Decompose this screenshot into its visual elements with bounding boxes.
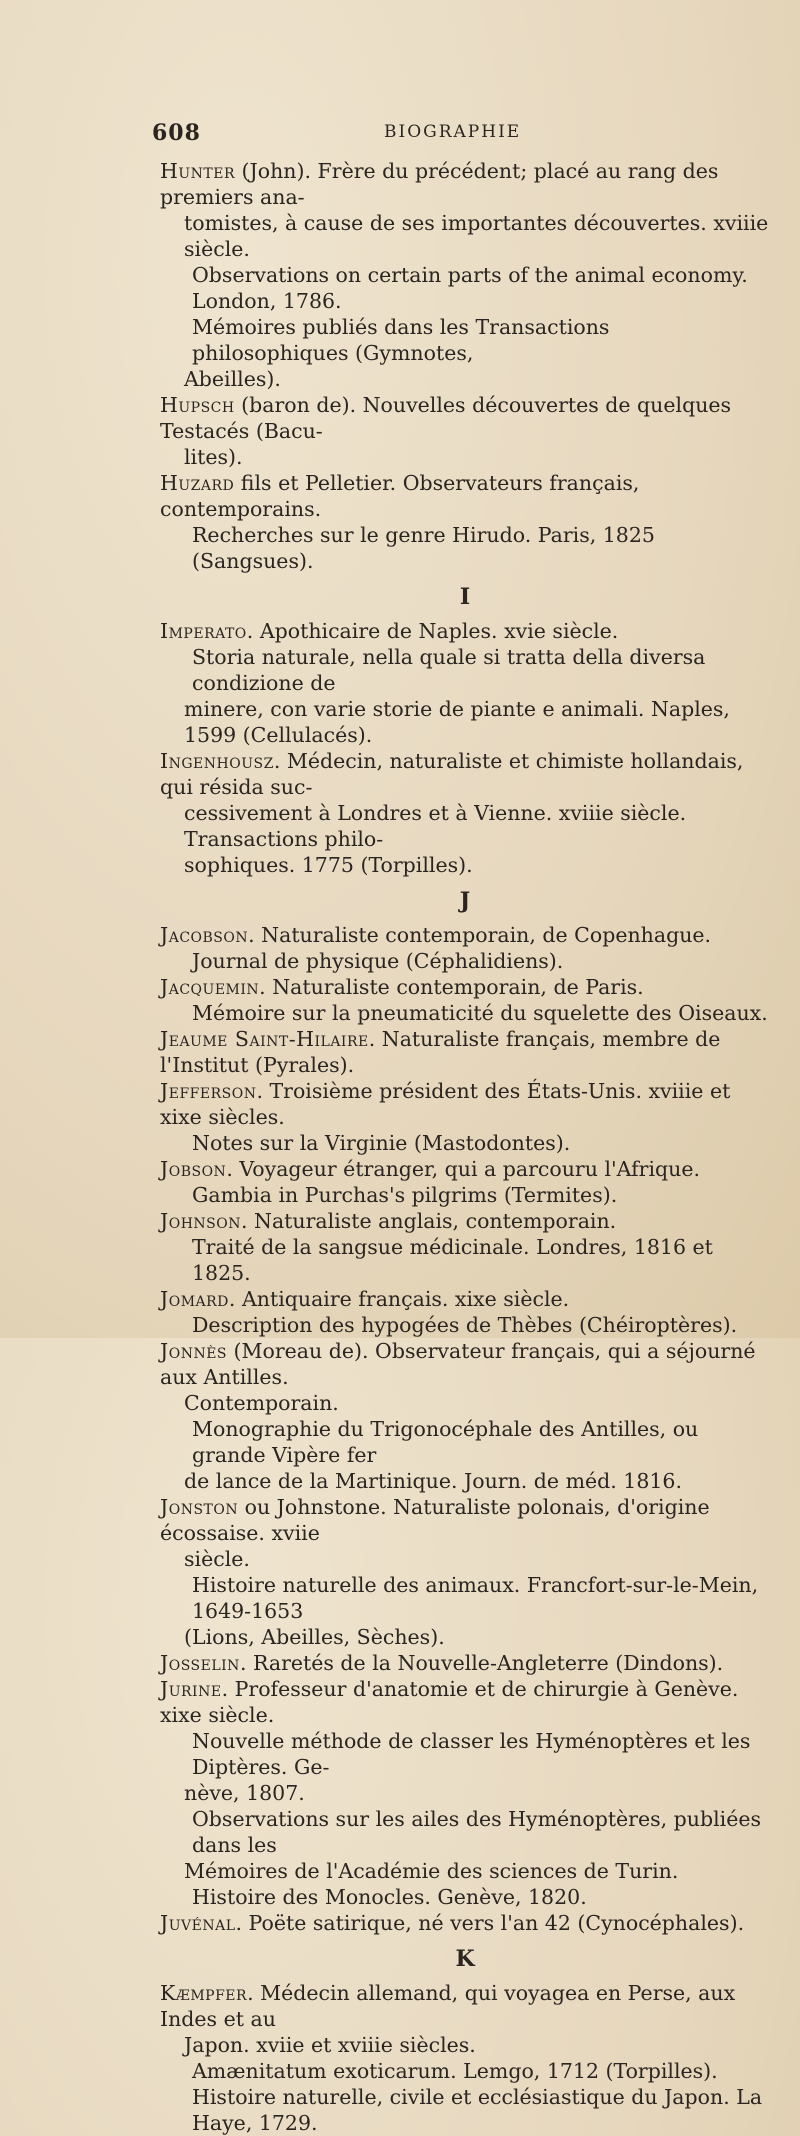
entry-first-line [160,1156,770,1182]
work-citation [160,1000,770,1026]
page-header [152,120,712,146]
entry-name: Kæmpfer [160,1981,248,2005]
entry-first-line [160,1338,770,1390]
work-line: Recherches sur le genre Hirudo. Paris, 1825 (Sangsues). [192,523,655,573]
entry-description: . Antiquaire français. xixe siècle. [228,1287,570,1311]
section-letter: I [459,584,471,610]
entry [160,1026,770,1078]
work-citation [160,1234,770,1286]
entry-description: . Naturaliste contemporain, de Paris. [259,975,644,999]
entry [160,1650,770,1676]
entry-first-line [160,1650,770,1676]
page-number: 608 [152,120,201,146]
entry-first-line [160,1494,770,1546]
entry [160,392,770,470]
work-line: (Lions, Abeilles, Sèches). [184,1625,445,1649]
entry-description: . Poëte satirique, né vers l'an 42 (Cynocéphales). [235,1911,745,1935]
work-citation [160,1884,770,1910]
section-letter: J [459,888,471,914]
work-citation [160,644,770,748]
entry-continuation: sophiques. 1775 (Torpilles). [184,853,473,877]
work-citation [160,1312,770,1338]
work-line: Traité de la sangsue médicinale. Londres, 1816 et 1825. [192,1235,713,1285]
entry-name: Hupsch [160,393,235,417]
entry-first-line [160,1078,770,1130]
entry-description: . Apothicaire de Naples. xvie siècle. [246,619,619,643]
entry-continuation: tomistes, à cause de ses importantes découvertes. xviiie siècle. [184,211,769,261]
entry-name: Jefferson [160,1079,257,1103]
entry-name: Imperato [160,619,247,643]
work-line: Abeilles). [184,367,281,391]
entry [160,470,770,522]
entry-description: (Moreau de). Observateur français, qui a séjourné aux Antilles. [160,1339,756,1389]
entry-first-line [160,1910,770,1936]
entry-continuation: cessivement à Londres et à Vienne. xviiie siècle. Transactions philo- [184,801,687,851]
work-line: Histoire naturelle des animaux. Francfort-sur-le-Mein, 1649-1653 [192,1573,759,1623]
work-line: nève, 1807. [184,1781,305,1805]
entry-name: Jobson [160,1157,227,1181]
section-letter: K [455,1946,475,1972]
work-line: Observations on certain parts of the animal economy. London, 1786. [192,263,748,313]
entry [160,1676,770,1728]
entry-name: Josselin [160,1651,240,1675]
entry-name: Jonnès [160,1339,228,1363]
work-citation [160,522,770,574]
entry-name: Hunter [160,159,236,183]
work-line: Histoire des Monocles. Genève, 1820. [192,1885,587,1909]
work-line: Amænitatum exoticarum. Lemgo, 1712 (Torpilles). [192,2059,718,2083]
entry [160,748,770,878]
work-citation [160,262,770,314]
entry-description: . Médecin allemand, qui voyagea en Perse, aux Indes et au [160,1981,736,2031]
work-citation [160,1182,770,1208]
entry-first-line [160,392,770,444]
work-line: de lance de la Martinique. Journ. de méd. 1816. [184,1469,682,1493]
work-citation [160,1806,770,1884]
entry-name: Huzard [160,471,235,495]
entry-first-line [160,618,770,644]
work-citation [160,2058,770,2084]
entry-description: (John). Frère du précédent; placé au rang des premiers ana- [160,159,719,209]
work-line: Observations sur les ailes des Hyménoptères, publiées dans les [192,1807,762,1857]
work-line: Nouvelle méthode de classer les Hyménoptères et les Diptères. Ge- [192,1729,751,1779]
entry [160,618,770,644]
entry [160,974,770,1000]
running-title: BIOGRAPHIE [384,122,522,142]
entry [160,158,770,262]
work-line: Journal de physique (Céphalidiens). [192,949,564,973]
work-line: Mémoire sur la pneumaticité du squelette des Oiseaux. [192,1001,768,1025]
work-line: minere, con varie storie de piante e animali. Naples, 1599 (Cellulacés). [184,697,730,747]
entries-column [160,158,770,2136]
entry-name: Jomard [160,1287,229,1311]
entry-name: Ingenhousz [160,749,274,773]
entry [160,1156,770,1182]
entry [160,1494,770,1572]
entry-continuation: Contemporain. [184,1391,339,1415]
entry [160,1910,770,1936]
work-line: Mémoires de l'Académie des sciences de Turin. [184,1859,679,1883]
entry-first-line [160,1208,770,1234]
entry-first-line [160,1676,770,1728]
entry-first-line [160,922,770,948]
work-citation [160,2084,770,2136]
entry [160,1980,770,2058]
entry-name: Jonston [160,1495,239,1519]
entry [160,922,770,948]
entry-name: Jurine [160,1677,222,1701]
entry-continuation: siècle. [184,1547,250,1571]
work-line: Mémoires publiés dans les Transactions philosophiques (Gymnotes, [192,315,610,365]
entry-first-line [160,470,770,522]
entry-continuation: lites). [184,445,243,469]
entry-description: . Raretés de la Nouvelle-Angleterre (Dindons). [239,1651,724,1675]
work-line: Monographie du Trigonocéphale des Antilles, ou grande Vipère fer [192,1417,699,1467]
entry-first-line [160,1980,770,2032]
entry-continuation: Japon. xviie et xviiie siècles. [184,2033,476,2057]
work-line: Storia naturale, nella quale si tratta della diversa condizione de [192,645,706,695]
entry-description: . Médecin, naturaliste et chimiste hollandais, qui résida suc- [160,749,744,799]
entry-first-line [160,1026,770,1078]
entry-description: (baron de). Nouvelles découvertes de quelques Testacés (Bacu- [160,393,732,443]
entry-name: Johnson [160,1209,241,1233]
work-line: Gambia in Purchas's pilgrims (Termites). [192,1183,618,1207]
work-citation [160,1572,770,1650]
entry-name: Jacquemin [160,975,260,999]
entry-name: Juvénal [160,1911,236,1935]
entry-first-line [160,158,770,210]
work-line: Description des hypogées de Thèbes (Chéiroptères). [192,1313,738,1337]
entry-description: . Naturaliste français, membre de l'Institut (Pyrales). [160,1027,721,1077]
entry [160,1286,770,1312]
work-citation [160,1130,770,1156]
entry-description: . Troisième président des États-Unis. xviiie et xixe siècles. [160,1079,731,1129]
entry-first-line [160,974,770,1000]
entry-description: . Naturaliste contemporain, de Copenhague. [248,923,712,947]
entry-name: Jeaume Saint-Hilaire [160,1027,369,1051]
entry-name: Jacobson [160,923,249,947]
entry [160,1078,770,1130]
entry-description: . Professeur d'anatomie et de chirurgie à Genève. xixe siècle. [160,1677,739,1727]
entry-description: . Voyageur étranger, qui a parcouru l'Afrique. [226,1157,700,1181]
work-citation [160,948,770,974]
entry-first-line [160,1286,770,1312]
work-citation [160,1416,770,1494]
entry-description: ou Johnstone. Naturaliste polonais, d'origine écossaise. xviie [160,1495,710,1545]
work-citation [160,314,770,392]
entry-description: . Naturaliste anglais, contemporain. [240,1209,617,1233]
entry-description: fils et Pelletier. Observateurs français, contemporains. [160,471,640,521]
work-citation [160,1728,770,1806]
work-line: Notes sur la Virginie (Mastodontes). [192,1131,571,1155]
entry [160,1338,770,1416]
entry [160,1208,770,1234]
work-line: Histoire naturelle, civile et ecclésiastique du Japon. La Haye, 1729. [192,2085,763,2135]
entry-first-line [160,748,770,800]
